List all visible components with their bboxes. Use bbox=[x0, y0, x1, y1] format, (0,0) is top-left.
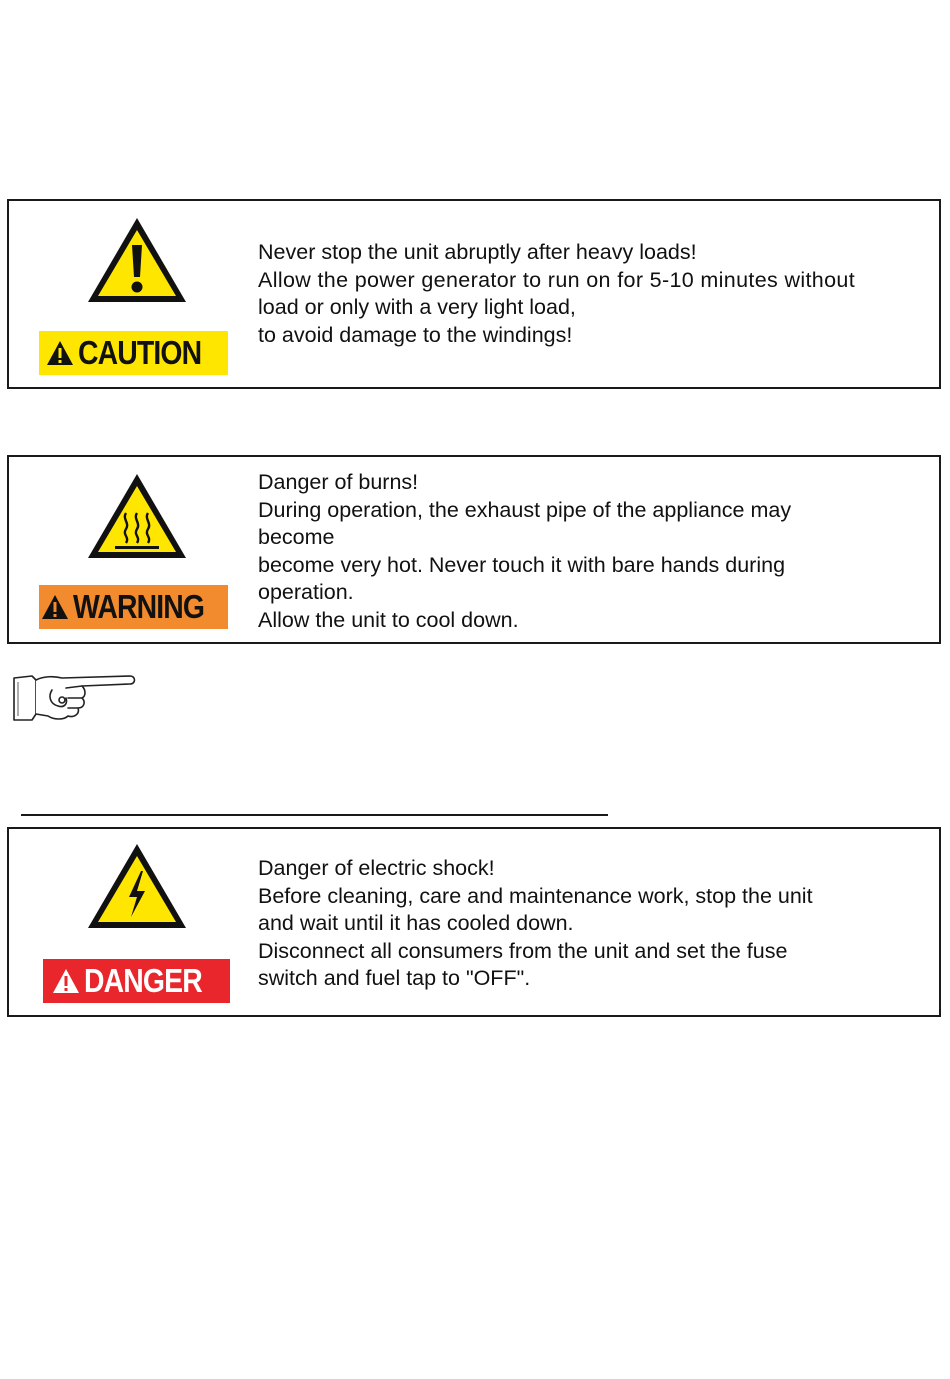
warning-line-6: Allow the unit to cool down. bbox=[258, 607, 519, 632]
caution-message bbox=[258, 239, 931, 349]
hot-surface-icon bbox=[85, 471, 189, 561]
caution-line-1: Never stop the unit abruptly after heavy loads! bbox=[258, 240, 697, 264]
danger-message bbox=[258, 855, 931, 993]
danger-line-3: and wait until it has cooled down. bbox=[258, 911, 574, 935]
caution-sign bbox=[37, 215, 229, 375]
danger-notice-box bbox=[7, 827, 941, 1017]
warning-notice-box bbox=[7, 455, 941, 644]
danger-sign bbox=[37, 841, 229, 1001]
danger-label: DANGER bbox=[83, 962, 202, 999]
caution-line-2: Allow the power generator to run on for 5-10 minutes without bbox=[258, 267, 856, 292]
warning-line-2: During operation, the exhaust pipe of the appliance may bbox=[258, 497, 792, 522]
danger-badge-icon bbox=[52, 968, 80, 994]
warning-line-1: Danger of burns! bbox=[258, 470, 419, 494]
electric-shock-icon bbox=[85, 841, 189, 931]
caution-notice-box bbox=[7, 199, 941, 389]
danger-line-4: Disconnect all consumers from the unit and set the fuse bbox=[258, 938, 788, 963]
danger-line-2: Before cleaning, care and maintenance work, stop the unit bbox=[258, 883, 813, 908]
warning-line-5: operation. bbox=[258, 580, 354, 604]
caution-line-3: load or only with a very light load, bbox=[258, 295, 576, 319]
warning-label: WARNING bbox=[73, 588, 205, 625]
warning-sign bbox=[37, 471, 229, 631]
warning-badge-icon bbox=[41, 594, 69, 620]
warning-message bbox=[258, 469, 931, 634]
danger-line-5: switch and fuel tap to "OFF". bbox=[258, 966, 531, 990]
warning-label-badge bbox=[39, 585, 228, 629]
warning-line-4: become very hot. Never touch it with bare hands during bbox=[258, 552, 786, 577]
caution-line-4: to avoid damage to the windings! bbox=[258, 322, 573, 347]
pointing-hand-icon bbox=[10, 670, 138, 724]
caution-label-badge bbox=[39, 331, 228, 375]
caution-label: CAUTION bbox=[77, 334, 202, 371]
caution-badge-icon bbox=[46, 340, 74, 366]
danger-line-1: Danger of electric shock! bbox=[258, 856, 495, 880]
danger-label-badge bbox=[43, 959, 230, 1003]
warning-line-3: become bbox=[258, 525, 335, 549]
section-divider bbox=[21, 814, 608, 816]
general-warning-icon bbox=[85, 215, 189, 305]
